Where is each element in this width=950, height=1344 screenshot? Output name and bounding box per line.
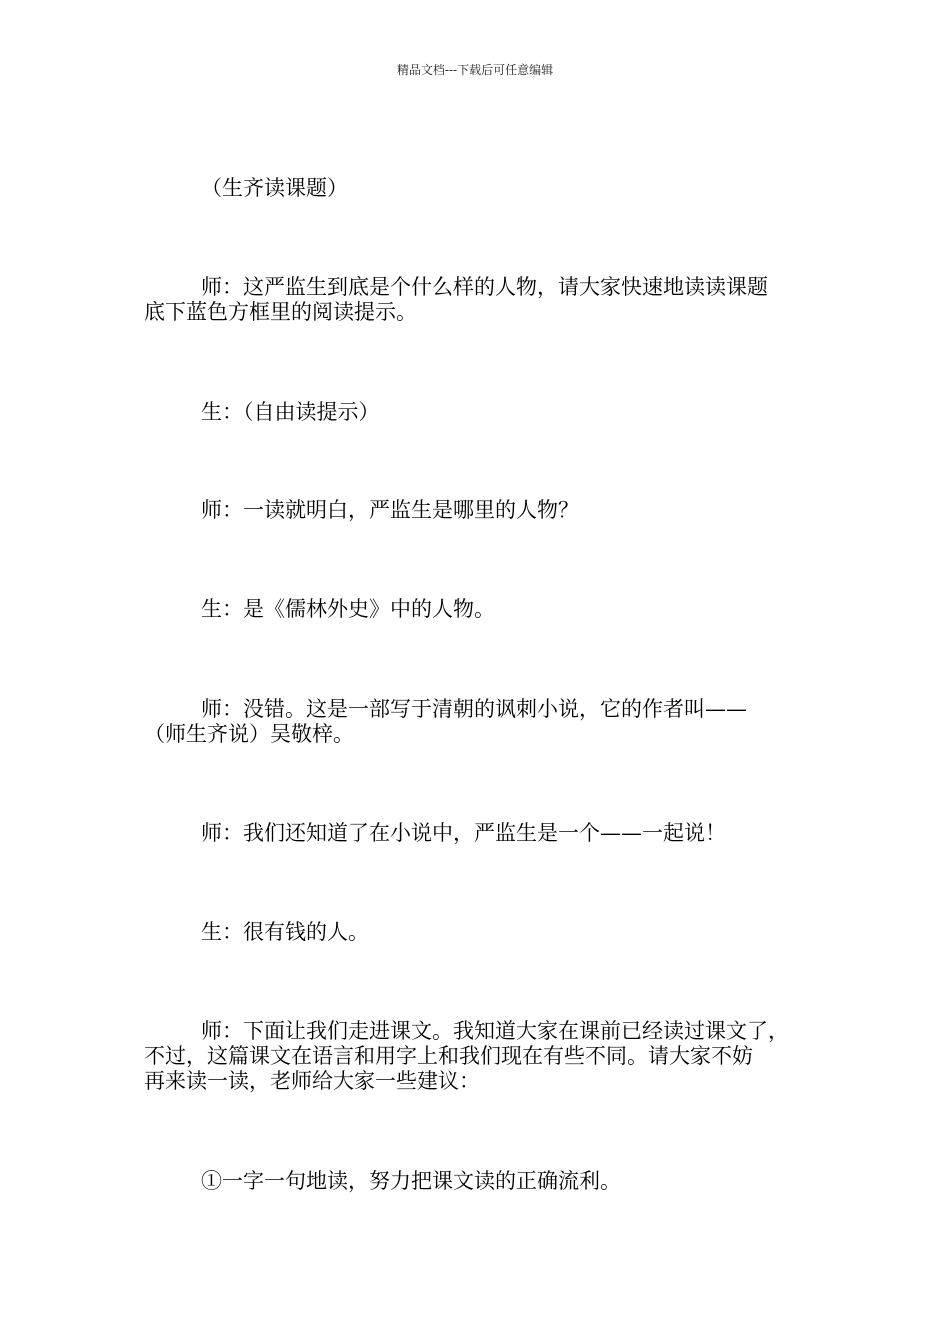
paragraph-line: 师：一读就明白，严监生是哪里的人物？	[201, 498, 579, 522]
paragraph	[144, 597, 814, 622]
paragraph	[144, 498, 814, 523]
paragraph	[144, 1169, 814, 1194]
paragraph-line: （师生齐说）吴敬梓。	[144, 722, 354, 746]
paragraph-line: 师：这严监生到底是个什么样的人物，请大家快速地读读课题	[201, 275, 768, 299]
page-header: 精品文档---下载后可任意编辑	[396, 63, 554, 77]
paragraph-line: 生：是《儒林外史》中的人物。	[201, 597, 495, 621]
paragraph	[144, 821, 814, 846]
paragraph-line: 底下蓝色方框里的阅读提示。	[144, 300, 417, 324]
paragraph-line: 师：没错。这是一部写于清朝的讽刺小说，它的作者叫——	[201, 697, 747, 721]
paragraph-line: 不过，这篇课文在语言和用字上和我们现在有些不同。请大家不妨	[144, 1044, 753, 1068]
paragraph-line: （生齐读课题）	[201, 176, 348, 200]
paragraph	[144, 920, 814, 945]
paragraph	[144, 400, 814, 425]
paragraph-line: ①一字一句地读，努力把课文读的正确流利。	[201, 1169, 621, 1193]
paragraph-line: 生：（自由读提示）	[201, 400, 380, 424]
paragraph-line: 再来读一读，老师给大家一些建议：	[144, 1069, 480, 1093]
paragraph	[144, 1019, 814, 1094]
paragraph	[144, 176, 814, 201]
paragraph-line: 师：我们还知道了在小说中，严监生是一个——一起说！	[201, 821, 726, 845]
paragraph	[144, 697, 814, 747]
paragraph	[144, 275, 814, 325]
paragraph-line: 生：很有钱的人。	[201, 920, 369, 944]
paragraph-line: 师：下面让我们走进课文。我知道大家在课前已经读过课文了，	[201, 1019, 789, 1043]
